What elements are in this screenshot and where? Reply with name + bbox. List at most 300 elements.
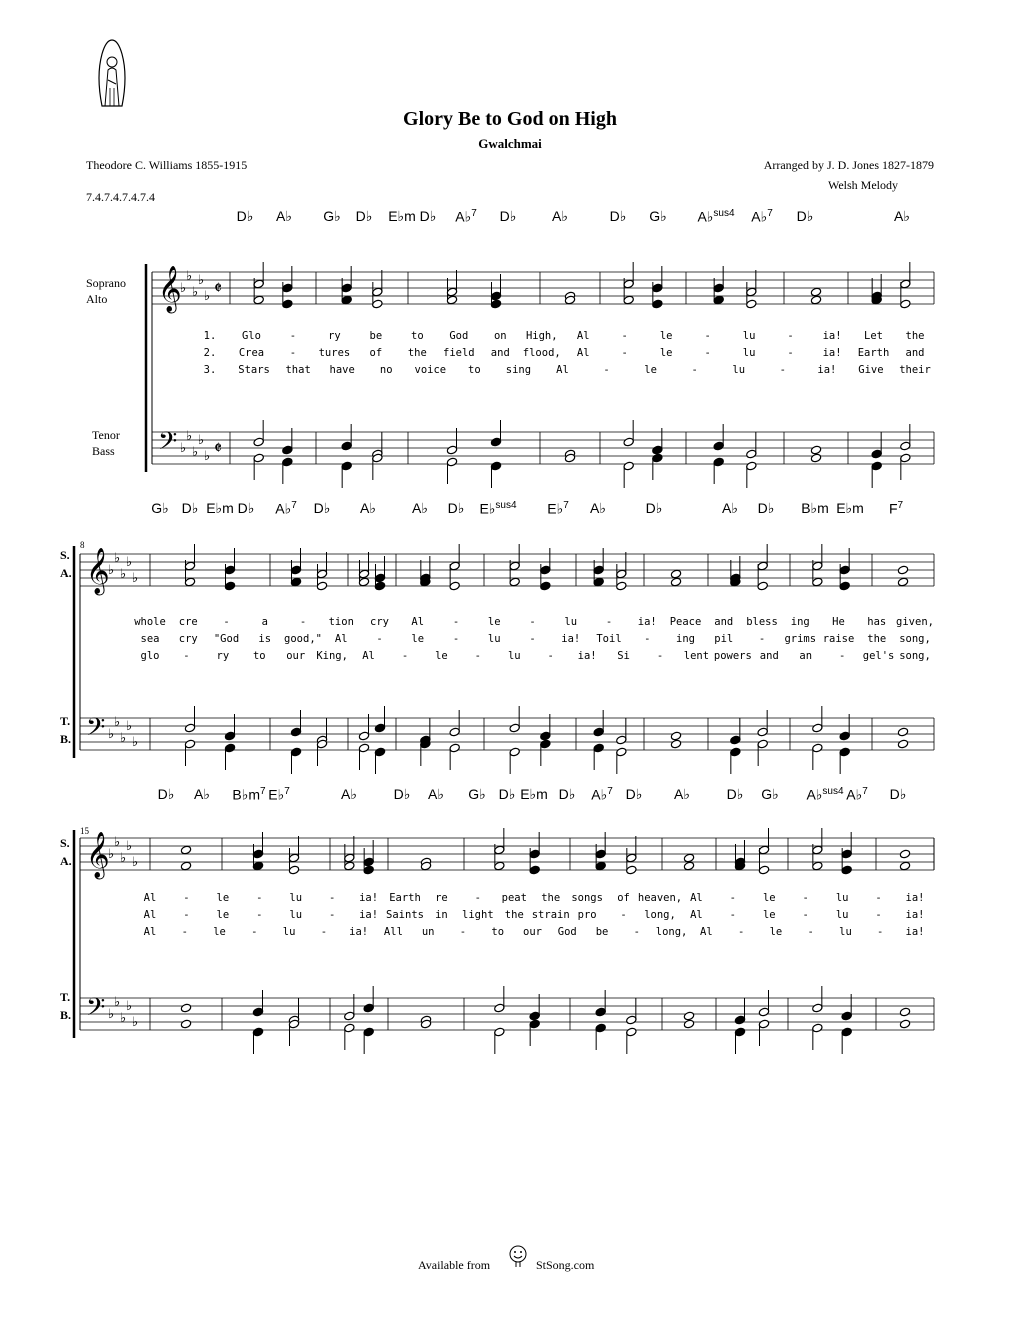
lyric-hyphen: - bbox=[183, 650, 190, 662]
note-head bbox=[184, 739, 195, 749]
flat-sign: ♭ bbox=[114, 835, 121, 850]
note-head bbox=[623, 461, 634, 471]
lyric-hyphen: - bbox=[875, 909, 882, 921]
lyric-syllable: tion bbox=[328, 616, 354, 628]
note-head bbox=[446, 287, 457, 297]
note-head bbox=[899, 849, 910, 859]
melody-source: Welsh Melody bbox=[827, 178, 898, 192]
note-head bbox=[897, 565, 908, 575]
chord-symbol: D♭ bbox=[796, 208, 814, 224]
lyric-syllable: long, bbox=[644, 909, 676, 921]
lyric-syllable: the bbox=[407, 347, 427, 359]
lyric-syllable: le bbox=[762, 909, 776, 921]
chord-symbol: D♭ bbox=[498, 786, 516, 802]
note-head bbox=[184, 577, 195, 587]
flat-sign: ♭ bbox=[108, 847, 115, 862]
note-head bbox=[683, 1011, 694, 1021]
lyric-syllable: ia! bbox=[905, 926, 925, 938]
lyric-syllable: to bbox=[491, 926, 505, 938]
note-head bbox=[374, 581, 385, 591]
lyric-syllable: "God bbox=[213, 633, 240, 645]
voice-label-a: A. bbox=[60, 566, 72, 580]
bass-clef: 𝄢 bbox=[86, 993, 106, 1028]
chord-symbol: D♭ bbox=[393, 786, 411, 802]
chord-symbol: A♭$^7$ bbox=[275, 500, 297, 517]
note-head bbox=[670, 731, 681, 741]
flat-sign: ♭ bbox=[126, 719, 133, 734]
lyric-syllable: of bbox=[369, 347, 383, 359]
lyric-syllable: ing bbox=[676, 633, 695, 645]
lyric-hyphen: - bbox=[474, 892, 482, 904]
lyric-syllable: le bbox=[411, 633, 425, 645]
note-head bbox=[252, 849, 263, 859]
lyric-syllable: our bbox=[286, 650, 306, 662]
flat-sign: ♭ bbox=[180, 281, 187, 296]
flat-sign: ♭ bbox=[192, 285, 199, 300]
flat-sign: ♭ bbox=[192, 445, 199, 460]
note-head bbox=[758, 1007, 769, 1017]
time-signature: 𝄵 bbox=[214, 278, 223, 299]
voice-label-bass: Bass bbox=[92, 444, 115, 458]
note-head bbox=[812, 1003, 823, 1013]
note-head bbox=[626, 1027, 637, 1037]
note-head bbox=[449, 727, 460, 737]
note-head bbox=[253, 279, 264, 289]
note-head bbox=[282, 457, 293, 467]
note-head bbox=[341, 295, 352, 305]
note-head bbox=[900, 453, 911, 463]
lyric-syllable: sing bbox=[505, 364, 532, 376]
chord-symbol: $F^7$ bbox=[888, 500, 904, 517]
note-head bbox=[595, 861, 606, 871]
chord-symbol: A♭ bbox=[590, 500, 606, 516]
note-head bbox=[757, 739, 768, 749]
note-head bbox=[730, 735, 741, 745]
voice-label-a: A. bbox=[60, 854, 72, 868]
lyric-syllable: Al bbox=[576, 347, 590, 359]
lyric-syllable: glo bbox=[140, 650, 160, 662]
lyric-syllable: King, bbox=[316, 650, 348, 662]
lyric-syllable: le bbox=[659, 330, 673, 342]
lyric-syllable: ia! bbox=[905, 909, 925, 921]
note-head bbox=[252, 1027, 263, 1037]
note-head bbox=[509, 577, 520, 587]
note-head bbox=[180, 845, 191, 855]
note-head bbox=[841, 1027, 852, 1037]
note-head bbox=[180, 1003, 191, 1013]
lyric-hyphen: - bbox=[633, 926, 640, 938]
note-head bbox=[899, 1019, 910, 1029]
chord-symbol: A♭ bbox=[428, 786, 444, 802]
chord-symbol: D♭ bbox=[313, 500, 331, 516]
lyric-hyphen: - bbox=[256, 909, 263, 921]
note-head bbox=[316, 569, 327, 579]
note-head bbox=[593, 743, 604, 753]
note-head bbox=[363, 857, 374, 867]
lyric-syllable: le bbox=[762, 892, 776, 904]
note-head bbox=[900, 441, 911, 451]
note-head bbox=[871, 449, 882, 459]
lyric-syllable: le bbox=[435, 650, 448, 662]
note-head bbox=[841, 1011, 852, 1021]
chord-symbol: D♭ bbox=[645, 500, 663, 516]
lyric-syllable: cre bbox=[178, 616, 198, 628]
hymn-title: Glory Be to God on High bbox=[403, 108, 617, 130]
note-head bbox=[316, 581, 327, 591]
lyric-hyphen: - bbox=[802, 909, 809, 921]
lyric-syllable: He bbox=[832, 616, 845, 628]
lyric-syllable: grims bbox=[784, 633, 817, 645]
note-head bbox=[253, 295, 264, 305]
lyric-syllable: lu bbox=[507, 650, 521, 662]
note-head bbox=[616, 735, 627, 745]
chord-symbol: D♭ bbox=[757, 500, 775, 516]
note-head bbox=[509, 747, 520, 757]
lyric-hyphen: - bbox=[376, 633, 383, 645]
flat-sign: ♭ bbox=[120, 731, 127, 746]
lyric-hyphen: - bbox=[452, 616, 460, 628]
lyric-hyphen: - bbox=[223, 616, 230, 628]
lyric-syllable: le bbox=[659, 347, 673, 359]
lyric-syllable: Al bbox=[143, 892, 157, 904]
note-head bbox=[757, 727, 768, 737]
lyric-syllable: Al bbox=[143, 909, 157, 921]
lyric-syllable: to bbox=[411, 330, 424, 342]
note-head bbox=[490, 299, 501, 309]
note-head bbox=[494, 1003, 505, 1013]
footer-prefix: Available from bbox=[418, 1258, 491, 1272]
note-head bbox=[810, 453, 821, 463]
flat-sign: ♭ bbox=[132, 855, 139, 870]
note-head bbox=[540, 739, 551, 749]
lyric-syllable: lu bbox=[732, 364, 746, 376]
note-head bbox=[652, 453, 663, 463]
lyric-syllable: to bbox=[252, 650, 266, 662]
chord-symbol: D♭ bbox=[447, 500, 465, 516]
lyric-hyphen: - bbox=[605, 616, 613, 628]
lyric-hyphen: - bbox=[644, 633, 651, 645]
chord-symbol: D♭ bbox=[181, 500, 199, 516]
treble-clef: 𝄞 bbox=[158, 266, 182, 312]
note-head bbox=[290, 565, 301, 575]
chord-symbol: D♭ bbox=[236, 208, 254, 224]
chord-symbol: A♭ bbox=[894, 208, 910, 224]
lyric-syllable: 1. bbox=[203, 330, 217, 342]
note-head bbox=[529, 1019, 540, 1029]
note-head bbox=[490, 291, 501, 301]
lyric-hyphen: - bbox=[452, 633, 460, 645]
note-head bbox=[290, 747, 301, 757]
lyric-syllable: lent bbox=[683, 650, 710, 662]
lyric-syllable: bless bbox=[746, 616, 778, 628]
note-head bbox=[812, 743, 823, 753]
lyric-syllable: lu bbox=[835, 909, 849, 921]
note-head bbox=[252, 1007, 263, 1017]
lyric-hyphen: - bbox=[289, 330, 297, 342]
chord-symbol: A♭ bbox=[360, 500, 376, 516]
footer-site-link[interactable]: StSong.com bbox=[536, 1258, 595, 1272]
chord-symbol: $B♭m^7$ bbox=[232, 786, 266, 803]
note-head bbox=[897, 577, 908, 587]
chord-symbol: D♭ bbox=[609, 208, 627, 224]
chord-symbol: A♭$^7$ bbox=[455, 208, 477, 225]
lyric-hyphen: - bbox=[802, 892, 809, 904]
lyric-syllable: ia! bbox=[359, 909, 379, 921]
chord-symbol: D♭ bbox=[558, 786, 576, 802]
note-head bbox=[839, 731, 850, 741]
lyric-syllable: to bbox=[468, 364, 481, 376]
note-head bbox=[344, 1023, 355, 1033]
flat-sign: ♭ bbox=[204, 449, 211, 464]
treble-clef: 𝄞 bbox=[86, 832, 110, 878]
note-head bbox=[746, 287, 757, 297]
chord-symbol: A♭ bbox=[194, 786, 210, 802]
flat-sign: ♭ bbox=[186, 269, 193, 284]
note-head bbox=[224, 731, 235, 741]
note-head bbox=[372, 287, 383, 297]
lyric-hyphen: - bbox=[529, 616, 536, 628]
chord-symbol: D♭ bbox=[889, 786, 907, 802]
note-head bbox=[282, 283, 293, 293]
flat-sign: ♭ bbox=[180, 441, 187, 456]
lyric-syllable: and bbox=[714, 616, 734, 628]
lyric-syllable: and bbox=[759, 650, 779, 662]
lyric-hyphen: - bbox=[256, 892, 263, 904]
note-head bbox=[652, 445, 663, 455]
note-head bbox=[616, 569, 627, 579]
note-head bbox=[812, 1023, 823, 1033]
lyric-hyphen: - bbox=[691, 364, 698, 376]
voice-label-b: B. bbox=[60, 1008, 72, 1022]
lyric-syllable: sea bbox=[140, 633, 160, 645]
lyric-hyphen: - bbox=[875, 892, 882, 904]
lyric-syllable: Al bbox=[143, 926, 157, 938]
note-head bbox=[593, 727, 604, 737]
note-head bbox=[494, 845, 505, 855]
lyric-syllable: voice bbox=[414, 364, 447, 376]
voice-label-tenor: Tenor bbox=[92, 428, 120, 442]
note-head bbox=[282, 299, 293, 309]
note-head bbox=[812, 723, 823, 733]
lyric-hyphen: - bbox=[779, 364, 786, 376]
note-head bbox=[252, 861, 263, 871]
note-head bbox=[841, 865, 852, 875]
lyric-syllable: Toil bbox=[596, 633, 622, 645]
chord-symbol: A♭ bbox=[341, 786, 357, 802]
lyric-syllable: a bbox=[261, 616, 268, 628]
lyric-syllable: le bbox=[487, 616, 501, 628]
chord-symbol: A♭$^{sus4}$ bbox=[697, 208, 735, 225]
note-head bbox=[810, 287, 821, 297]
lyric-hyphen: - bbox=[704, 330, 711, 342]
note-head bbox=[540, 731, 551, 741]
voice-label-t: T. bbox=[60, 990, 71, 1004]
flat-sign: ♭ bbox=[120, 1011, 127, 1026]
flat-sign: ♭ bbox=[132, 571, 139, 586]
note-head bbox=[839, 565, 850, 575]
bass-clef: 𝄢 bbox=[158, 427, 178, 462]
lyric-syllable: Peace bbox=[669, 616, 702, 628]
note-head bbox=[746, 449, 757, 459]
note-head bbox=[180, 1019, 191, 1029]
chord-symbol: B♭m bbox=[801, 500, 829, 516]
chord-symbol: A♭ bbox=[552, 208, 568, 224]
flat-sign: ♭ bbox=[204, 289, 211, 304]
lyric-hyphen: - bbox=[729, 892, 737, 904]
lyric-hyphen: - bbox=[251, 926, 258, 938]
note-head bbox=[224, 565, 235, 575]
chord-symbol: D♭ bbox=[157, 786, 175, 802]
lyric-syllable: strain bbox=[531, 909, 570, 921]
note-head bbox=[812, 861, 823, 871]
lyric-syllable: lu bbox=[742, 330, 756, 342]
voice-label-t: T. bbox=[60, 714, 71, 728]
note-head bbox=[282, 445, 293, 455]
lyric-syllable: Al bbox=[576, 330, 590, 342]
note-head bbox=[184, 561, 195, 571]
lyric-hyphen: - bbox=[328, 892, 336, 904]
chord-symbol: A♭ bbox=[674, 786, 690, 802]
lyric-syllable: Al bbox=[334, 633, 348, 645]
note-head bbox=[683, 853, 694, 863]
chord-symbol: E♭$^7$ bbox=[547, 500, 569, 517]
treble-clef: 𝄞 bbox=[86, 548, 110, 594]
lyric-syllable: our bbox=[523, 926, 542, 938]
note-head bbox=[734, 1027, 745, 1037]
lyric-syllable: cry bbox=[370, 616, 389, 628]
lyric-syllable: High, bbox=[525, 330, 558, 342]
lyric-syllable: the bbox=[905, 330, 925, 342]
lyric-syllable: heaven, bbox=[637, 892, 683, 904]
flat-sign: ♭ bbox=[114, 995, 121, 1010]
lyric-syllable: Earth bbox=[389, 892, 421, 904]
note-head bbox=[180, 861, 191, 871]
lyric-syllable: and bbox=[490, 347, 510, 359]
chord-symbol: E♭m bbox=[206, 500, 234, 516]
lyric-syllable: ry bbox=[328, 330, 341, 342]
lyric-syllable: Crea bbox=[238, 347, 265, 359]
lyric-syllable: Stars bbox=[238, 364, 270, 376]
lyric-syllable: ia! bbox=[822, 347, 842, 359]
lyric-syllable: powers bbox=[713, 650, 752, 662]
lyric-syllable: pil bbox=[714, 633, 734, 645]
note-head bbox=[812, 845, 823, 855]
note-head bbox=[670, 739, 681, 749]
lyric-syllable: given, bbox=[896, 616, 934, 628]
lyric-syllable: good," bbox=[284, 633, 322, 645]
lyric-syllable: long, bbox=[655, 926, 688, 938]
voice-label-soprano: Soprano bbox=[86, 276, 126, 290]
lyric-syllable: ia! bbox=[905, 892, 925, 904]
note-head bbox=[812, 577, 823, 587]
lyric-hyphen: - bbox=[621, 330, 628, 342]
lyric-syllable: ia! bbox=[359, 892, 379, 904]
lyric-syllable: God bbox=[449, 330, 469, 342]
measure-number: 15 bbox=[80, 826, 89, 836]
lyric-syllable: field bbox=[443, 347, 475, 359]
chord-symbol: G♭ bbox=[761, 786, 779, 802]
lyric-syllable: Al bbox=[700, 926, 713, 938]
lyric-syllable: lu bbox=[839, 926, 852, 938]
note-head bbox=[529, 865, 540, 875]
chord-symbol: A♭$^7$ bbox=[591, 786, 613, 803]
lyric-hyphen: - bbox=[320, 926, 328, 938]
note-head bbox=[358, 743, 369, 753]
note-head bbox=[593, 565, 604, 575]
lyric-hyphen: - bbox=[603, 364, 610, 376]
flat-sign: ♭ bbox=[120, 567, 127, 582]
lyric-syllable: no bbox=[379, 364, 393, 376]
voice-label-s: S. bbox=[60, 548, 70, 562]
chord-symbol: D♭ bbox=[625, 786, 643, 802]
lyric-syllable: Al bbox=[556, 364, 569, 376]
flat-sign: ♭ bbox=[126, 555, 133, 570]
note-head bbox=[446, 295, 457, 305]
note-head bbox=[839, 747, 850, 757]
lyric-syllable: the bbox=[504, 909, 524, 921]
lyric-syllable: ia! bbox=[817, 364, 837, 376]
lyric-syllable: in bbox=[435, 909, 448, 921]
lyric-syllable: Al bbox=[362, 650, 375, 662]
note-head bbox=[746, 461, 757, 471]
note-head bbox=[713, 457, 724, 467]
voice-label-s: S. bbox=[60, 836, 70, 850]
note-head bbox=[490, 461, 501, 471]
note-head bbox=[363, 1027, 374, 1037]
flat-sign: ♭ bbox=[198, 433, 205, 448]
note-head bbox=[358, 731, 369, 741]
lyric-syllable: Give bbox=[858, 364, 884, 376]
lyric-syllable: have bbox=[329, 364, 355, 376]
voice-label-alto: Alto bbox=[86, 292, 108, 306]
note-head bbox=[363, 1003, 374, 1013]
lyric-syllable: tures bbox=[318, 347, 351, 359]
note-head bbox=[758, 845, 769, 855]
note-head bbox=[623, 295, 634, 305]
lyric-syllable: Al bbox=[690, 909, 703, 921]
note-head bbox=[746, 299, 757, 309]
flat-sign: ♭ bbox=[126, 999, 133, 1014]
chord-symbol: G♭ bbox=[323, 208, 341, 224]
note-head bbox=[810, 295, 821, 305]
flat-sign: ♭ bbox=[108, 727, 115, 742]
chord-symbol: A♭ bbox=[412, 500, 428, 516]
note-head bbox=[358, 569, 369, 579]
note-head bbox=[184, 723, 195, 733]
lyric-hyphen: - bbox=[807, 926, 814, 938]
lyric-syllable: that bbox=[285, 364, 311, 376]
lyric-syllable: peat bbox=[501, 892, 527, 904]
chord-symbol: D♭ bbox=[237, 500, 255, 516]
note-head bbox=[623, 437, 634, 447]
chord-symbol: E♭m bbox=[836, 500, 864, 516]
note-head bbox=[374, 723, 385, 733]
note-head bbox=[253, 453, 264, 463]
note-head bbox=[372, 299, 383, 309]
note-head bbox=[224, 581, 235, 591]
lyric-hyphen: - bbox=[838, 650, 846, 662]
lyric-syllable: Glo bbox=[241, 330, 261, 342]
note-head bbox=[897, 727, 908, 737]
note-head bbox=[670, 569, 681, 579]
note-head bbox=[626, 865, 637, 875]
lyric-hyphen: - bbox=[656, 650, 664, 662]
note-head bbox=[871, 461, 882, 471]
lyric-syllable: cry bbox=[178, 633, 198, 645]
chord-symbol: D♭ bbox=[419, 208, 437, 224]
chord-symbol: G♭ bbox=[468, 786, 486, 802]
lyric-syllable: is bbox=[258, 633, 272, 645]
